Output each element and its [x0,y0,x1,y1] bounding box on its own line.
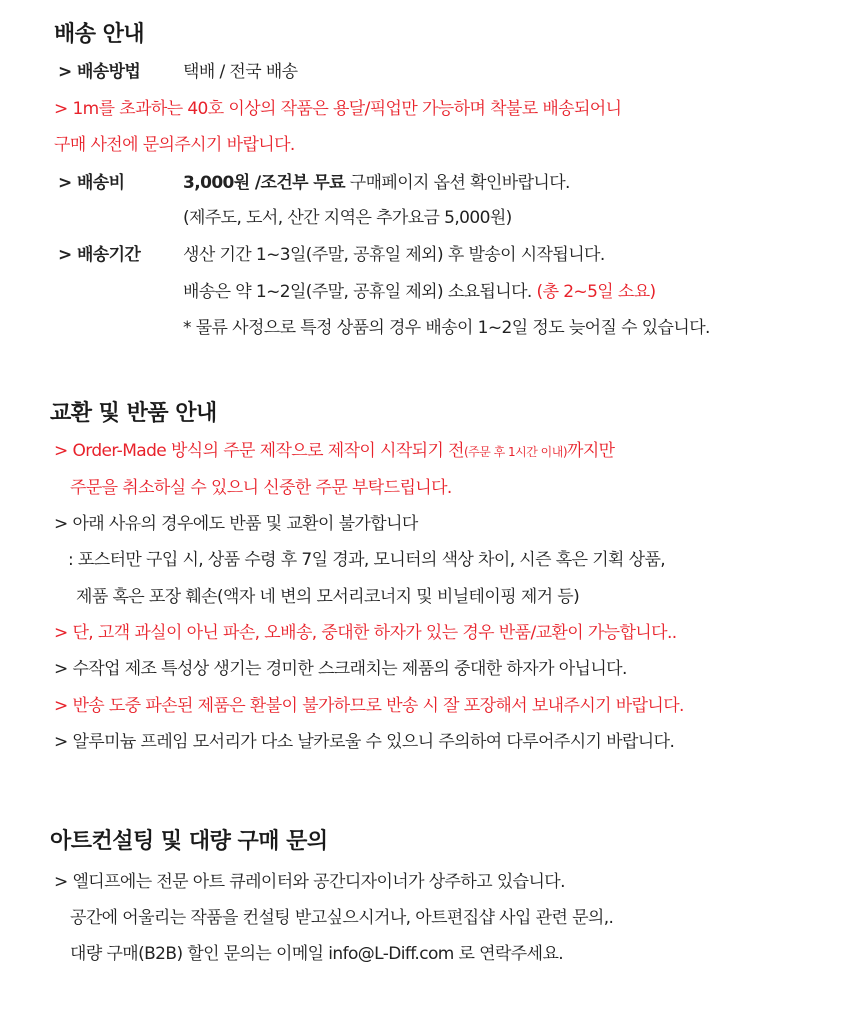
shipping-method-value: 택배 / 전국 배송 [183,62,298,82]
shipping-period-line-2 [183,281,656,303]
shipping-delay-note: * 물류 사정으로 특정 상품의 경우 배송이 1~2일 정도 늦어질 수 있습니다. [183,318,710,338]
shipping-fee-note: (제주도, 도서, 산간 지역은 추가요금 5,000원) [183,208,512,228]
consulting-line-2: 공간에 어울리는 작품을 컨설팅 받고싶으시거나, 아트편집샵 사입 관련 문의,. [70,908,614,928]
shipping-period-line-2-text: 배송은 약 1~2일(주말, 공휴일 제외) 소요됩니다. [183,282,537,302]
no-exchange-reasons-line-1: : 포스터만 구입 시, 상품 수령 후 7일 경과, 모니터의 색상 차이, 시즌 혹은 기획 상품, [68,550,666,570]
exchange-exception: > 단, 고객 과실이 아닌 파손, 오배송, 중대한 하자가 있는 경우 반품/교환이 가능합니다.. [54,623,677,643]
aluminum-frame-notice: > 알루미늄 프레임 모서리가 다소 날카로울 수 있으니 주의하여 다루어주시기 바랍니다. [54,732,675,752]
order-made-tail: 까지만 [567,441,615,461]
no-exchange-notice: > 아래 사유의 경우에도 반품 및 교환이 불가합니다 [54,514,418,534]
consulting-line-1: > 엘디프에는 전문 아트 큐레이터와 공간디자이너가 상주하고 있습니다. [54,872,565,892]
order-made-text: > Order-Made 방식의 주문 제작으로 제작이 시작되기 전 [54,441,464,461]
shipping-fee-rest: 구매페이지 옵션 확인바랍니다. [344,173,570,193]
order-made-line-1 [54,440,615,463]
shipping-title: 배송 안내 [54,22,145,47]
order-made-small: (주문 후 1시간 이내) [463,445,568,459]
oversize-notice-line-2: 구매 사전에 문의주시기 바랍니다. [54,135,295,155]
shipping-period-total: (총 2~5일 소요) [536,282,656,302]
shipping-period-label: > 배송기간 [58,245,141,265]
order-made-line-2: 주문을 취소하실 수 있으니 신중한 주문 부탁드립니다. [70,478,452,498]
handmade-scratch-notice: > 수작업 제조 특성상 생기는 경미한 스크래치는 제품의 중대한 하자가 아닙니다. [54,659,627,679]
shipping-fee-value [183,172,570,194]
consulting-line-3: 대량 구매(B2B) 할인 문의는 이메일 info@L-Diff.com 로 연락주세요. [70,944,564,964]
oversize-notice-line-1: > 1m를 초과하는 40호 이상의 작품은 용달/픽업만 가능하며 착불로 배송되어니 [54,99,622,119]
shipping-fee-label: > 배송비 [58,173,125,193]
shipping-fee-bold: 3,000원 /조건부 무료 [183,173,345,193]
return-damage-notice: > 반송 도중 파손된 제품은 환불이 불가하므로 반송 시 잘 포장해서 보내주시기 바랍니다. [54,696,684,716]
exchange-title: 교환 및 반품 안내 [50,401,217,426]
shipping-period-line-1: 생산 기간 1~3일(주말, 공휴일 제외) 후 발송이 시작됩니다. [183,245,605,265]
no-exchange-reasons-line-2: 제품 혹은 포장 훼손(액자 네 변의 모서리코너지 및 비닐테이핑 제거 등) [76,587,580,607]
shipping-method-label: > 배송방법 [58,62,141,82]
consulting-title: 아트컨설팅 및 대량 구매 문의 [50,829,328,854]
